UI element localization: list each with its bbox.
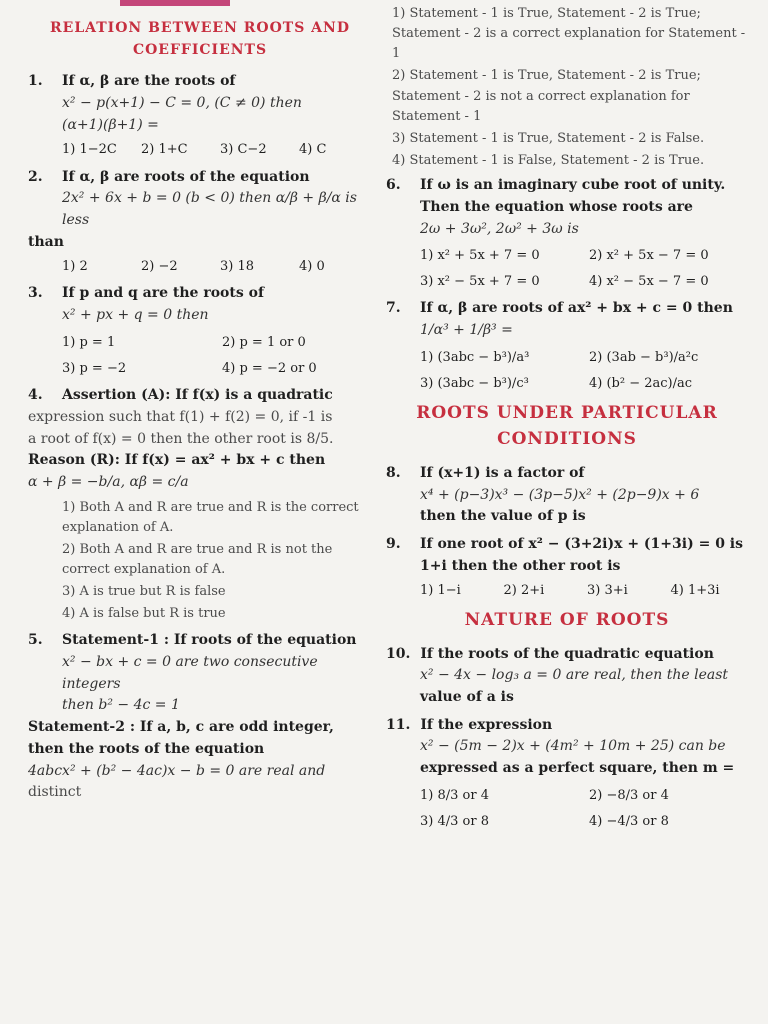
question-line: x⁴ + (p−3)x³ − (3p−5)x² + (2p−9)x + 6 (420, 486, 700, 503)
option-4[interactable]: 4) −4/3 or 8 (589, 814, 669, 829)
question-number: 6. (386, 177, 401, 194)
statement-line: then b² − 4c = 1 (62, 697, 180, 714)
option-3[interactable]: 3) p = −2 (62, 360, 127, 376)
question-9 (386, 534, 748, 602)
question-10 (386, 644, 748, 709)
question-line: then the value of p is (420, 508, 586, 525)
question-number: 8. (386, 464, 401, 481)
option-3[interactable]: 3) 18 (220, 259, 255, 275)
question-8 (386, 463, 748, 528)
option-4[interactable]: 4) x² − 5x − 7 = 0 (589, 274, 709, 290)
option-4[interactable]: 4) 0 (299, 259, 325, 275)
option-4[interactable]: 4) C (299, 142, 327, 158)
question-line: x² − p(x+1) − C = 0, (C ≠ 0) then (62, 95, 302, 112)
question-number: 9. (386, 535, 401, 552)
option-3[interactable]: 3) 3+i (587, 583, 628, 599)
reason-text: Reason (R): If f(x) = ax² + bx + c then (28, 452, 326, 469)
statement-line: x² − bx + c = 0 are two consecutive integers (62, 654, 318, 692)
options-row (28, 140, 372, 160)
question-line: x² − (5m − 2)x + (4m² + 10m + 25) can be (420, 738, 726, 755)
assertion-text: Assertion (A): If f(x) is a quadratic (62, 387, 333, 404)
options-grid (386, 348, 748, 394)
statement-2-line: 4abcx² + (b² − 4ac)x − b = 0 are real and (28, 762, 326, 779)
option-2[interactable]: 2) 1+C (141, 142, 188, 158)
option-1[interactable]: 1) 1−i (420, 583, 461, 599)
option-1[interactable]: 1) 2 (62, 259, 88, 275)
assertion-line: a root of f(x) = 0 then the other root is 8/5. (28, 430, 334, 447)
question-text: If ω is an imaginary cube root of unity. Then the equation whose roots are (420, 177, 726, 215)
question-text: If α, β are the roots of (62, 73, 236, 90)
option-3[interactable]: 3) (3abc − b³)/c³ (420, 375, 529, 391)
option-1[interactable]: 1) 1−2C (62, 142, 117, 158)
question-text: If one root of x² − (3+2i)x + (1+3i) = 0 is (420, 535, 744, 552)
options-row (386, 581, 748, 601)
option-2[interactable]: 2) Both A and R are true and R is not the correct explanation of A. (62, 541, 333, 577)
question-7 (386, 298, 748, 394)
question-line: x² + px + q = 0 then (62, 307, 209, 324)
section-heading-nature: NATURE OF ROOTS (464, 610, 670, 631)
statement-2-line: distinct (28, 784, 82, 801)
statement-1-text: Statement-1 : If roots of the equation (62, 632, 357, 649)
options-grid (28, 333, 372, 379)
question-number: 5. (28, 632, 43, 649)
option-1[interactable]: 1) Statement - 1 is True, Statement - 2 is True; Statement - 2 is a correct explanation for Statement - 1 (392, 6, 746, 62)
q5-options (386, 4, 748, 171)
question-text: If the expression (420, 716, 553, 733)
options-grid (386, 246, 748, 292)
question-6 (386, 175, 748, 292)
option-1[interactable]: 1) x² + 5x + 7 = 0 (420, 248, 540, 264)
option-3[interactable]: 3) 4/3 or 8 (420, 814, 489, 829)
question-number: 11. (386, 716, 411, 733)
section-heading-particular: ROOTS UNDER PARTICULAR CONDITIONS (416, 403, 718, 450)
decorative-top-bar (120, 0, 230, 6)
option-1[interactable]: 1) p = 1 (62, 334, 116, 350)
question-5 (28, 630, 372, 804)
options-grid (386, 786, 748, 832)
option-2[interactable]: 2) (3ab − b³)/a²c (589, 349, 699, 365)
option-4[interactable]: 4) Statement - 1 is False, Statement - 2 is True. (392, 152, 705, 168)
options-list (28, 498, 372, 625)
option-2[interactable]: 2) Statement - 1 is True, Statement - 2 is True; Statement - 2 is not a correct explanation for Statement - 1 (392, 68, 701, 124)
question-line: expressed as a perfect square, then m = (420, 760, 735, 777)
question-4 (28, 385, 372, 624)
option-2[interactable]: 2) 2+i (503, 583, 545, 599)
question-line: value of a is (420, 689, 514, 706)
question-text: If the roots of the quadratic equation (420, 645, 714, 662)
question-text: If α, β are roots of the equation (62, 168, 310, 185)
option-3[interactable]: 3) x² − 5x + 7 = 0 (420, 274, 540, 290)
question-text: If p and q are the roots of (62, 285, 264, 302)
option-1[interactable]: 1) (3abc − b³)/a³ (420, 349, 530, 365)
question-text: If (x+1) is a factor of (420, 464, 585, 481)
option-1[interactable]: 1) Both A and R are true and R is the correct explanation of A. (62, 499, 359, 535)
section-heading-relation: RELATION BETWEEN ROOTS AND COEFFICIENTS (50, 20, 350, 58)
statement-2-text: Statement-2 : If a, b, c are odd integer, then the roots of the equation (28, 719, 334, 757)
option-4[interactable]: 4) (b² − 2ac)/ac (589, 375, 693, 391)
question-text: If α, β are roots of ax² + bx + c = 0 then (420, 300, 733, 317)
option-2[interactable]: 2) −8/3 or 4 (589, 787, 669, 803)
option-4[interactable]: 4) 1+3i (670, 583, 720, 599)
question-line: 1/α³ + 1/β³ = (420, 322, 513, 339)
option-4[interactable]: 4) p = −2 or 0 (222, 360, 317, 376)
option-4[interactable]: 4) A is false but R is true (62, 606, 226, 622)
question-line: 1+i then the other root is (420, 557, 621, 574)
left-column (10, 0, 372, 1024)
question-line: 2x² + 6x + b = 0 (b < 0) then α/β + β/α is less (62, 190, 357, 228)
question-line: than (28, 233, 64, 250)
question-number: 10. (386, 645, 411, 662)
question-11 (386, 715, 748, 832)
question-number: 4. (28, 387, 43, 404)
question-3 (28, 283, 372, 379)
question-line: x² − 4x − log₃ a = 0 are real, then the least (420, 667, 729, 684)
question-line: 2ω + 3ω², 2ω² + 3ω is (420, 220, 579, 237)
option-3[interactable]: 3) A is true but R is false (62, 584, 226, 600)
assertion-line: expression such that f(1) + f(2) = 0, if -1 is (28, 408, 333, 425)
option-2[interactable]: 2) −2 (141, 259, 178, 275)
right-column (386, 0, 748, 1024)
option-3[interactable]: 3) Statement - 1 is True, Statement - 2 is False. (392, 130, 705, 146)
question-number: 3. (28, 285, 43, 302)
option-2[interactable]: 2) x² + 5x − 7 = 0 (589, 248, 709, 264)
reason-formula: α + β = −b/a, αβ = c/a (28, 473, 189, 490)
option-2[interactable]: 2) p = 1 or 0 (222, 334, 306, 350)
question-number: 2. (28, 168, 43, 185)
option-3[interactable]: 3) C−2 (220, 142, 267, 158)
option-1[interactable]: 1) 8/3 or 4 (420, 787, 489, 803)
question-number: 1. (28, 73, 43, 90)
options-row (28, 257, 372, 277)
question-2 (28, 167, 372, 278)
question-number: 7. (386, 300, 401, 317)
question-1 (28, 71, 372, 160)
question-line: (α+1)(β+1) = (62, 116, 159, 133)
